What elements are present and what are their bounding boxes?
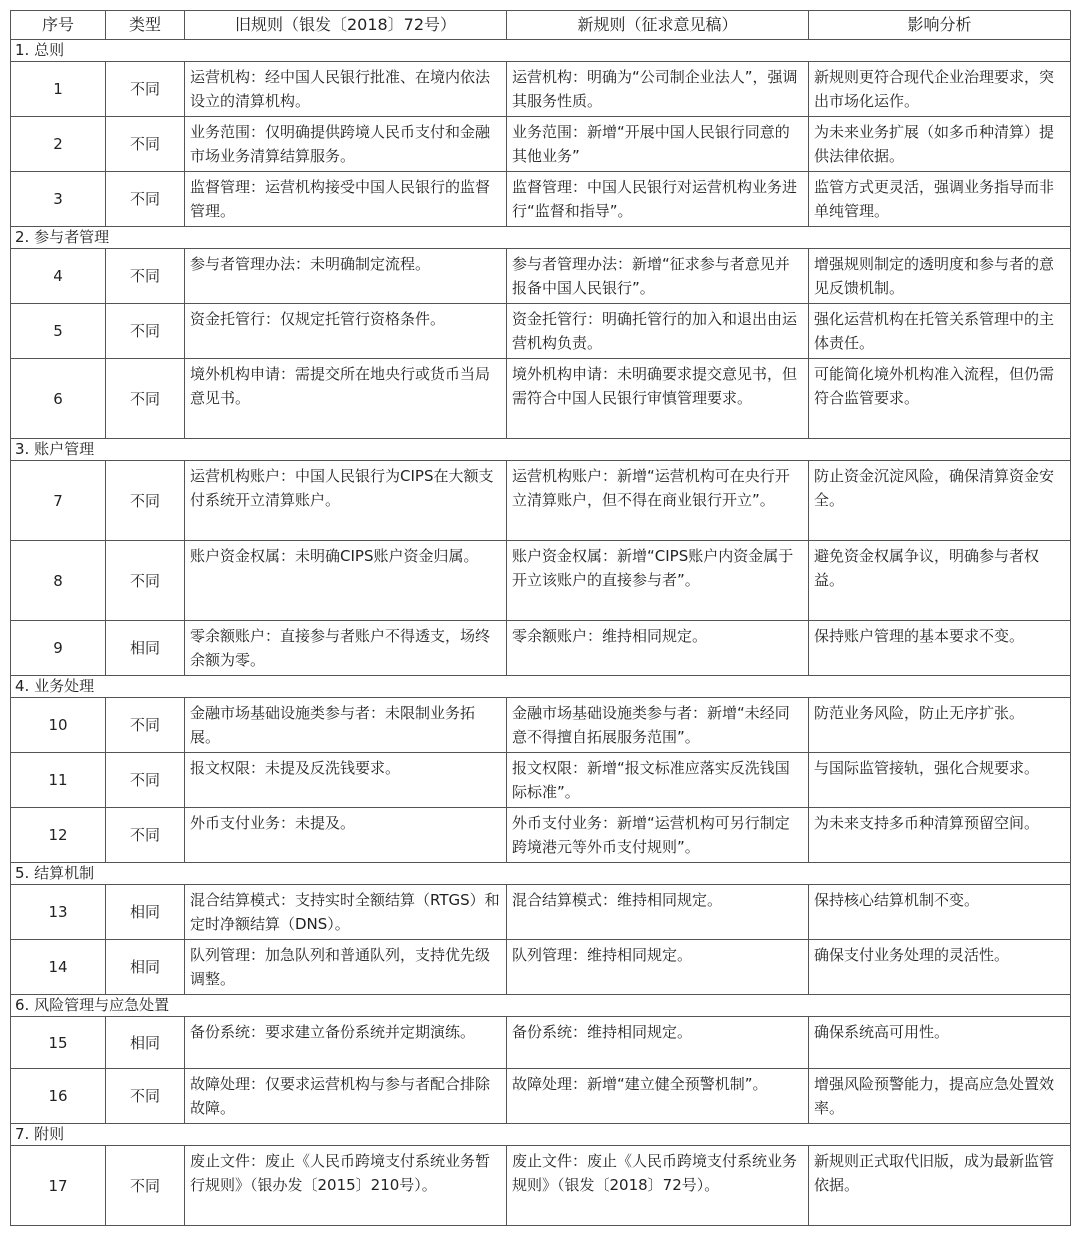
table-row [11, 1069, 1071, 1124]
old-rule-cell: 资金托管行：仅规定托管行资格条件。 [185, 304, 507, 359]
row-type: 不同 [106, 1146, 185, 1226]
table-row [11, 117, 1071, 172]
old-rule-cell: 金融市场基础设施类参与者：未限制业务拓展。 [185, 698, 507, 753]
impact-cell: 为未来业务扩展（如多币种清算）提供法律依据。 [809, 117, 1071, 172]
row-number: 4 [11, 249, 106, 304]
section-title: 7. 附则 [11, 1124, 1071, 1146]
row-type: 不同 [106, 1069, 185, 1124]
impact-cell: 与国际监管接轨，强化合规要求。 [809, 753, 1071, 808]
header-type: 类型 [106, 11, 185, 40]
new-rule-cell: 备份系统：维持相同规定。 [507, 1017, 809, 1069]
new-rule-cell: 运营机构账户：新增“运营机构可在央行开立清算账户，但不得在商业银行开立”。 [507, 461, 809, 541]
section-row [11, 1124, 1071, 1146]
impact-cell: 确保系统高可用性。 [809, 1017, 1071, 1069]
old-rule-cell: 账户资金权属：未明确CIPS账户资金归属。 [185, 541, 507, 621]
table-row [11, 541, 1071, 621]
table-row [11, 1146, 1071, 1226]
old-rule-cell: 监督管理：运营机构接受中国人民银行的监督管理。 [185, 172, 507, 227]
row-type: 相同 [106, 885, 185, 940]
row-type: 相同 [106, 621, 185, 676]
section-row [11, 995, 1071, 1017]
row-number: 16 [11, 1069, 106, 1124]
row-number: 3 [11, 172, 106, 227]
old-rule-cell: 运营机构账户：中国人民银行为CIPS在大额支付系统开立清算账户。 [185, 461, 507, 541]
impact-cell: 监管方式更灵活，强调业务指导而非单纯管理。 [809, 172, 1071, 227]
new-rule-cell: 混合结算模式：维持相同规定。 [507, 885, 809, 940]
section-row [11, 439, 1071, 461]
impact-cell: 确保支付业务处理的灵活性。 [809, 940, 1071, 995]
row-number: 13 [11, 885, 106, 940]
section-title: 6. 风险管理与应急处置 [11, 995, 1071, 1017]
table-body [11, 40, 1071, 1226]
new-rule-cell: 境外机构申请：未明确要求提交意见书，但需符合中国人民银行审慎管理要求。 [507, 359, 809, 439]
row-number: 1 [11, 62, 106, 117]
impact-cell: 保持核心结算机制不变。 [809, 885, 1071, 940]
row-type: 不同 [106, 359, 185, 439]
old-rule-cell: 队列管理：加急队列和普通队列，支持优先级调整。 [185, 940, 507, 995]
row-type: 不同 [106, 808, 185, 863]
new-rule-cell: 运营机构：明确为“公司制企业法人”，强调其服务性质。 [507, 62, 809, 117]
new-rule-cell: 监督管理：中国人民银行对运营机构业务进行“监督和指导”。 [507, 172, 809, 227]
header-old-rule: 旧规则（银发〔2018〕72号） [185, 11, 507, 40]
row-type: 不同 [106, 461, 185, 541]
row-type: 相同 [106, 940, 185, 995]
row-type: 不同 [106, 698, 185, 753]
row-number: 6 [11, 359, 106, 439]
new-rule-cell: 资金托管行：明确托管行的加入和退出由运营机构负责。 [507, 304, 809, 359]
comparison-table [10, 10, 1071, 1226]
table-row [11, 359, 1071, 439]
table-row [11, 172, 1071, 227]
new-rule-cell: 废止文件：废止《人民币跨境支付系统业务规则》（银发〔2018〕72号）。 [507, 1146, 809, 1226]
table-row [11, 698, 1071, 753]
section-row [11, 40, 1071, 62]
header-impact: 影响分析 [809, 11, 1071, 40]
section-title: 2. 参与者管理 [11, 227, 1071, 249]
new-rule-cell: 报文权限：新增“报文标准应落实反洗钱国际标准”。 [507, 753, 809, 808]
row-number: 10 [11, 698, 106, 753]
header-row [11, 11, 1071, 40]
impact-cell: 保持账户管理的基本要求不变。 [809, 621, 1071, 676]
section-title: 5. 结算机制 [11, 863, 1071, 885]
new-rule-cell: 账户资金权属：新增“CIPS账户内资金属于开立该账户的直接参与者”。 [507, 541, 809, 621]
row-number: 14 [11, 940, 106, 995]
table-row [11, 885, 1071, 940]
section-title: 4. 业务处理 [11, 676, 1071, 698]
new-rule-cell: 参与者管理办法：新增“征求参与者意见并报备中国人民银行”。 [507, 249, 809, 304]
table-row [11, 940, 1071, 995]
impact-cell: 防止资金沉淀风险，确保清算资金安全。 [809, 461, 1071, 541]
impact-cell: 强化运营机构在托管关系管理中的主体责任。 [809, 304, 1071, 359]
old-rule-cell: 混合结算模式：支持实时全额结算（RTGS）和定时净额结算（DNS）。 [185, 885, 507, 940]
table-row [11, 621, 1071, 676]
old-rule-cell: 业务范围：仅明确提供跨境人民币支付和金融市场业务清算结算服务。 [185, 117, 507, 172]
row-type: 不同 [106, 753, 185, 808]
impact-cell: 避免资金权属争议，明确参与者权益。 [809, 541, 1071, 621]
impact-cell: 增强规则制定的透明度和参与者的意见反馈机制。 [809, 249, 1071, 304]
old-rule-cell: 外币支付业务：未提及。 [185, 808, 507, 863]
impact-cell: 为未来支持多币种清算预留空间。 [809, 808, 1071, 863]
old-rule-cell: 废止文件：废止《人民币跨境支付系统业务暂行规则》（银办发〔2015〕210号）。 [185, 1146, 507, 1226]
old-rule-cell: 参与者管理办法：未明确制定流程。 [185, 249, 507, 304]
old-rule-cell: 备份系统：要求建立备份系统并定期演练。 [185, 1017, 507, 1069]
section-row [11, 676, 1071, 698]
table-row [11, 753, 1071, 808]
row-number: 9 [11, 621, 106, 676]
row-type: 相同 [106, 1017, 185, 1069]
row-type: 不同 [106, 541, 185, 621]
table-row [11, 249, 1071, 304]
impact-cell: 新规则正式取代旧版，成为最新监管依据。 [809, 1146, 1071, 1226]
table-header [11, 11, 1071, 40]
section-title: 1. 总则 [11, 40, 1071, 62]
impact-cell: 防范业务风险，防止无序扩张。 [809, 698, 1071, 753]
row-number: 15 [11, 1017, 106, 1069]
new-rule-cell: 外币支付业务：新增“运营机构可另行制定跨境港元等外币支付规则”。 [507, 808, 809, 863]
new-rule-cell: 零余额账户：维持相同规定。 [507, 621, 809, 676]
row-number: 2 [11, 117, 106, 172]
old-rule-cell: 境外机构申请：需提交所在地央行或货币当局意见书。 [185, 359, 507, 439]
row-number: 17 [11, 1146, 106, 1226]
new-rule-cell: 故障处理：新增“建立健全预警机制”。 [507, 1069, 809, 1124]
header-new-rule: 新规则（征求意见稿） [507, 11, 809, 40]
table-row [11, 461, 1071, 541]
row-type: 不同 [106, 62, 185, 117]
impact-cell: 可能简化境外机构准入流程，但仍需符合监管要求。 [809, 359, 1071, 439]
row-type: 不同 [106, 249, 185, 304]
row-type: 不同 [106, 304, 185, 359]
new-rule-cell: 业务范围：新增“开展中国人民银行同意的其他业务” [507, 117, 809, 172]
old-rule-cell: 故障处理：仅要求运营机构与参与者配合排除故障。 [185, 1069, 507, 1124]
row-number: 7 [11, 461, 106, 541]
section-row [11, 863, 1071, 885]
old-rule-cell: 运营机构：经中国人民银行批准、在境内依法设立的清算机构。 [185, 62, 507, 117]
section-row [11, 227, 1071, 249]
impact-cell: 增强风险预警能力，提高应急处置效率。 [809, 1069, 1071, 1124]
row-number: 5 [11, 304, 106, 359]
section-title: 3. 账户管理 [11, 439, 1071, 461]
new-rule-cell: 金融市场基础设施类参与者：新增“未经同意不得擅自拓展服务范围”。 [507, 698, 809, 753]
header-no: 序号 [11, 11, 106, 40]
row-type: 不同 [106, 117, 185, 172]
row-number: 11 [11, 753, 106, 808]
new-rule-cell: 队列管理：维持相同规定。 [507, 940, 809, 995]
table-row [11, 808, 1071, 863]
old-rule-cell: 报文权限：未提及反洗钱要求。 [185, 753, 507, 808]
table-row [11, 304, 1071, 359]
impact-cell: 新规则更符合现代企业治理要求，突出市场化运作。 [809, 62, 1071, 117]
table-row [11, 1017, 1071, 1069]
old-rule-cell: 零余额账户：直接参与者账户不得透支，场终余额为零。 [185, 621, 507, 676]
row-number: 8 [11, 541, 106, 621]
row-type: 不同 [106, 172, 185, 227]
table-row [11, 62, 1071, 117]
row-number: 12 [11, 808, 106, 863]
